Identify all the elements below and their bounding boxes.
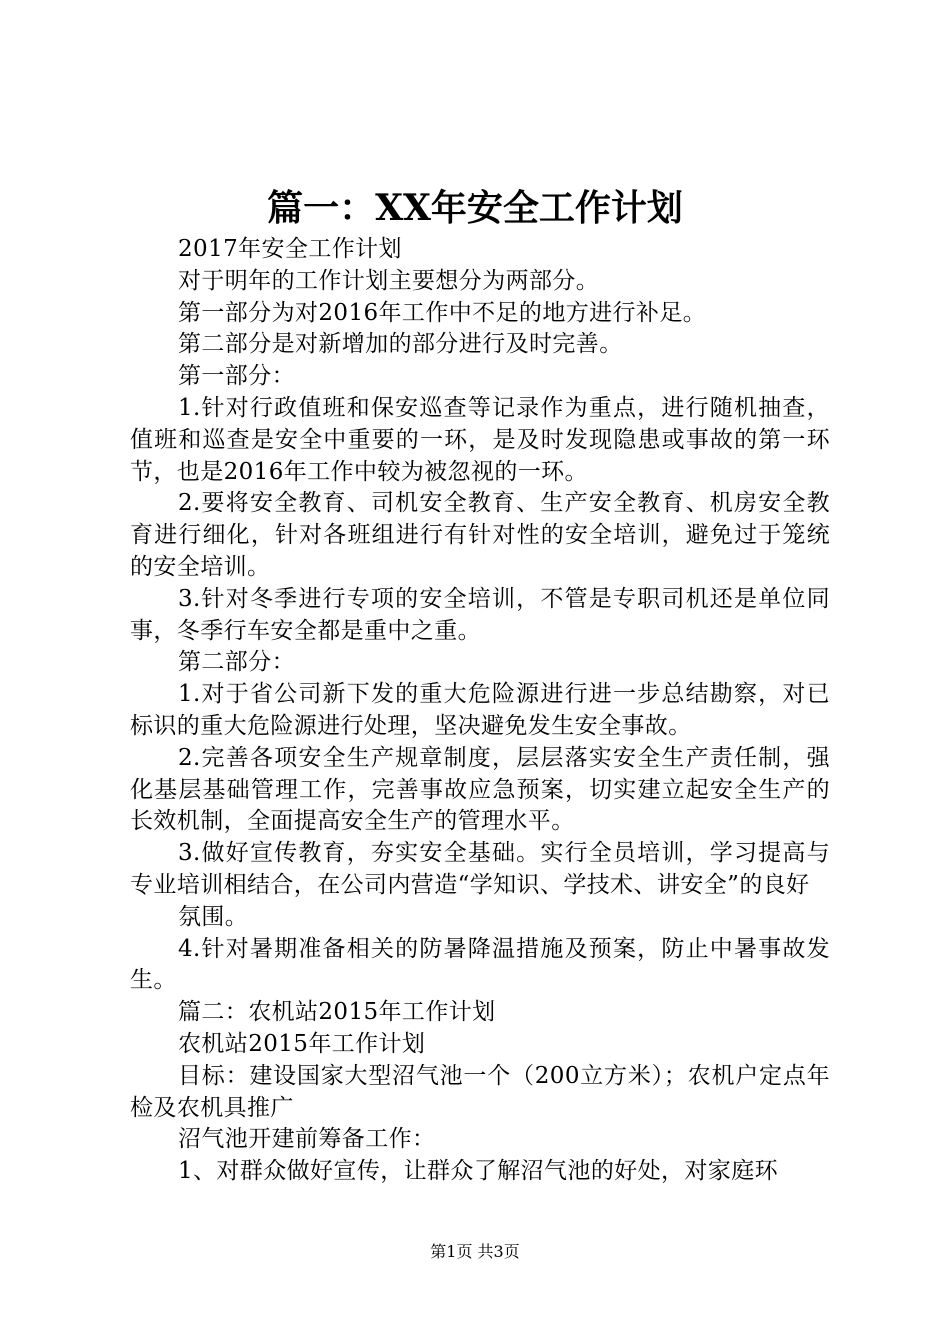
section-heading: 篇二：农机站2015年工作计划 xyxy=(178,999,496,1026)
page-footer: 第1页 共3页 xyxy=(430,1242,520,1261)
paragraph: 目标：建设国家大型沼气池一个（200立方米）；农机户定点年检及农机具推广 xyxy=(130,1062,830,1121)
paragraph: 氛围。 xyxy=(178,903,249,930)
section-heading: 第二部分： xyxy=(178,649,295,676)
paragraph: 第一部分为对2016年工作中不足的地方进行补足。 xyxy=(178,299,707,326)
document-title: 篇一：XX年安全工作计划 xyxy=(267,187,683,229)
paragraph: 1、对群众做好宣传，让群众了解沼气池的好处，对家庭环 xyxy=(178,1158,779,1185)
paragraph: 沼气池开建前筹备工作： xyxy=(178,1126,436,1153)
paragraph: 2.完善各项安全生产规章制度，层层落实安全生产责任制，强化基层基础管理工作，完善事故应急预案，切实建立起安全生产的长效机制，全面提高安全生产的管理水平。 xyxy=(130,744,830,835)
paragraph: 2017年安全工作计划 xyxy=(178,236,402,262)
paragraph: 第二部分是对新增加的部分进行及时完善。 xyxy=(178,331,623,358)
paragraph: 1.对于省公司新下发的重大危险源进行进一步总结勘察，对已标识的重大危险源进行处理，坚决避免发生安全事故。 xyxy=(130,681,830,739)
paragraph: 农机站2015年工作计划 xyxy=(178,1030,426,1057)
paragraph: 2.要将安全教育、司机安全教育、生产安全教育、机房安全教育进行细化，针对各班组进行有针对性的安全培训，避免过于笼统的安全培训。 xyxy=(130,490,830,580)
paragraph: 3.针对冬季进行专项的安全培训，不管是专职司机还是单位同事，冬季行车安全都是重中之重。 xyxy=(130,585,830,644)
paragraph: 4.针对暑期准备相关的防暑降温措施及预案，防止中暑事故发生。 xyxy=(130,935,830,994)
paragraph: 1.针对行政值班和保安巡查等记录作为重点，进行随机抽查，值班和巡查是安全中重要的一环，是及时发现隐患或事故的第一环节，也是2016年工作中较为被忽视的一环。 xyxy=(130,394,830,485)
section-heading: 第一部分： xyxy=(178,363,295,390)
paragraph: 对于明年的工作计划主要想分为两部分。 xyxy=(178,267,600,294)
paragraph: 3.做好宣传教育，夯实安全基础。实行全员培训，学习提高与专业培训相结合，在公司内营造“学知识、学技术、讲安全”的良好 xyxy=(130,840,830,898)
document-body xyxy=(130,234,830,1188)
